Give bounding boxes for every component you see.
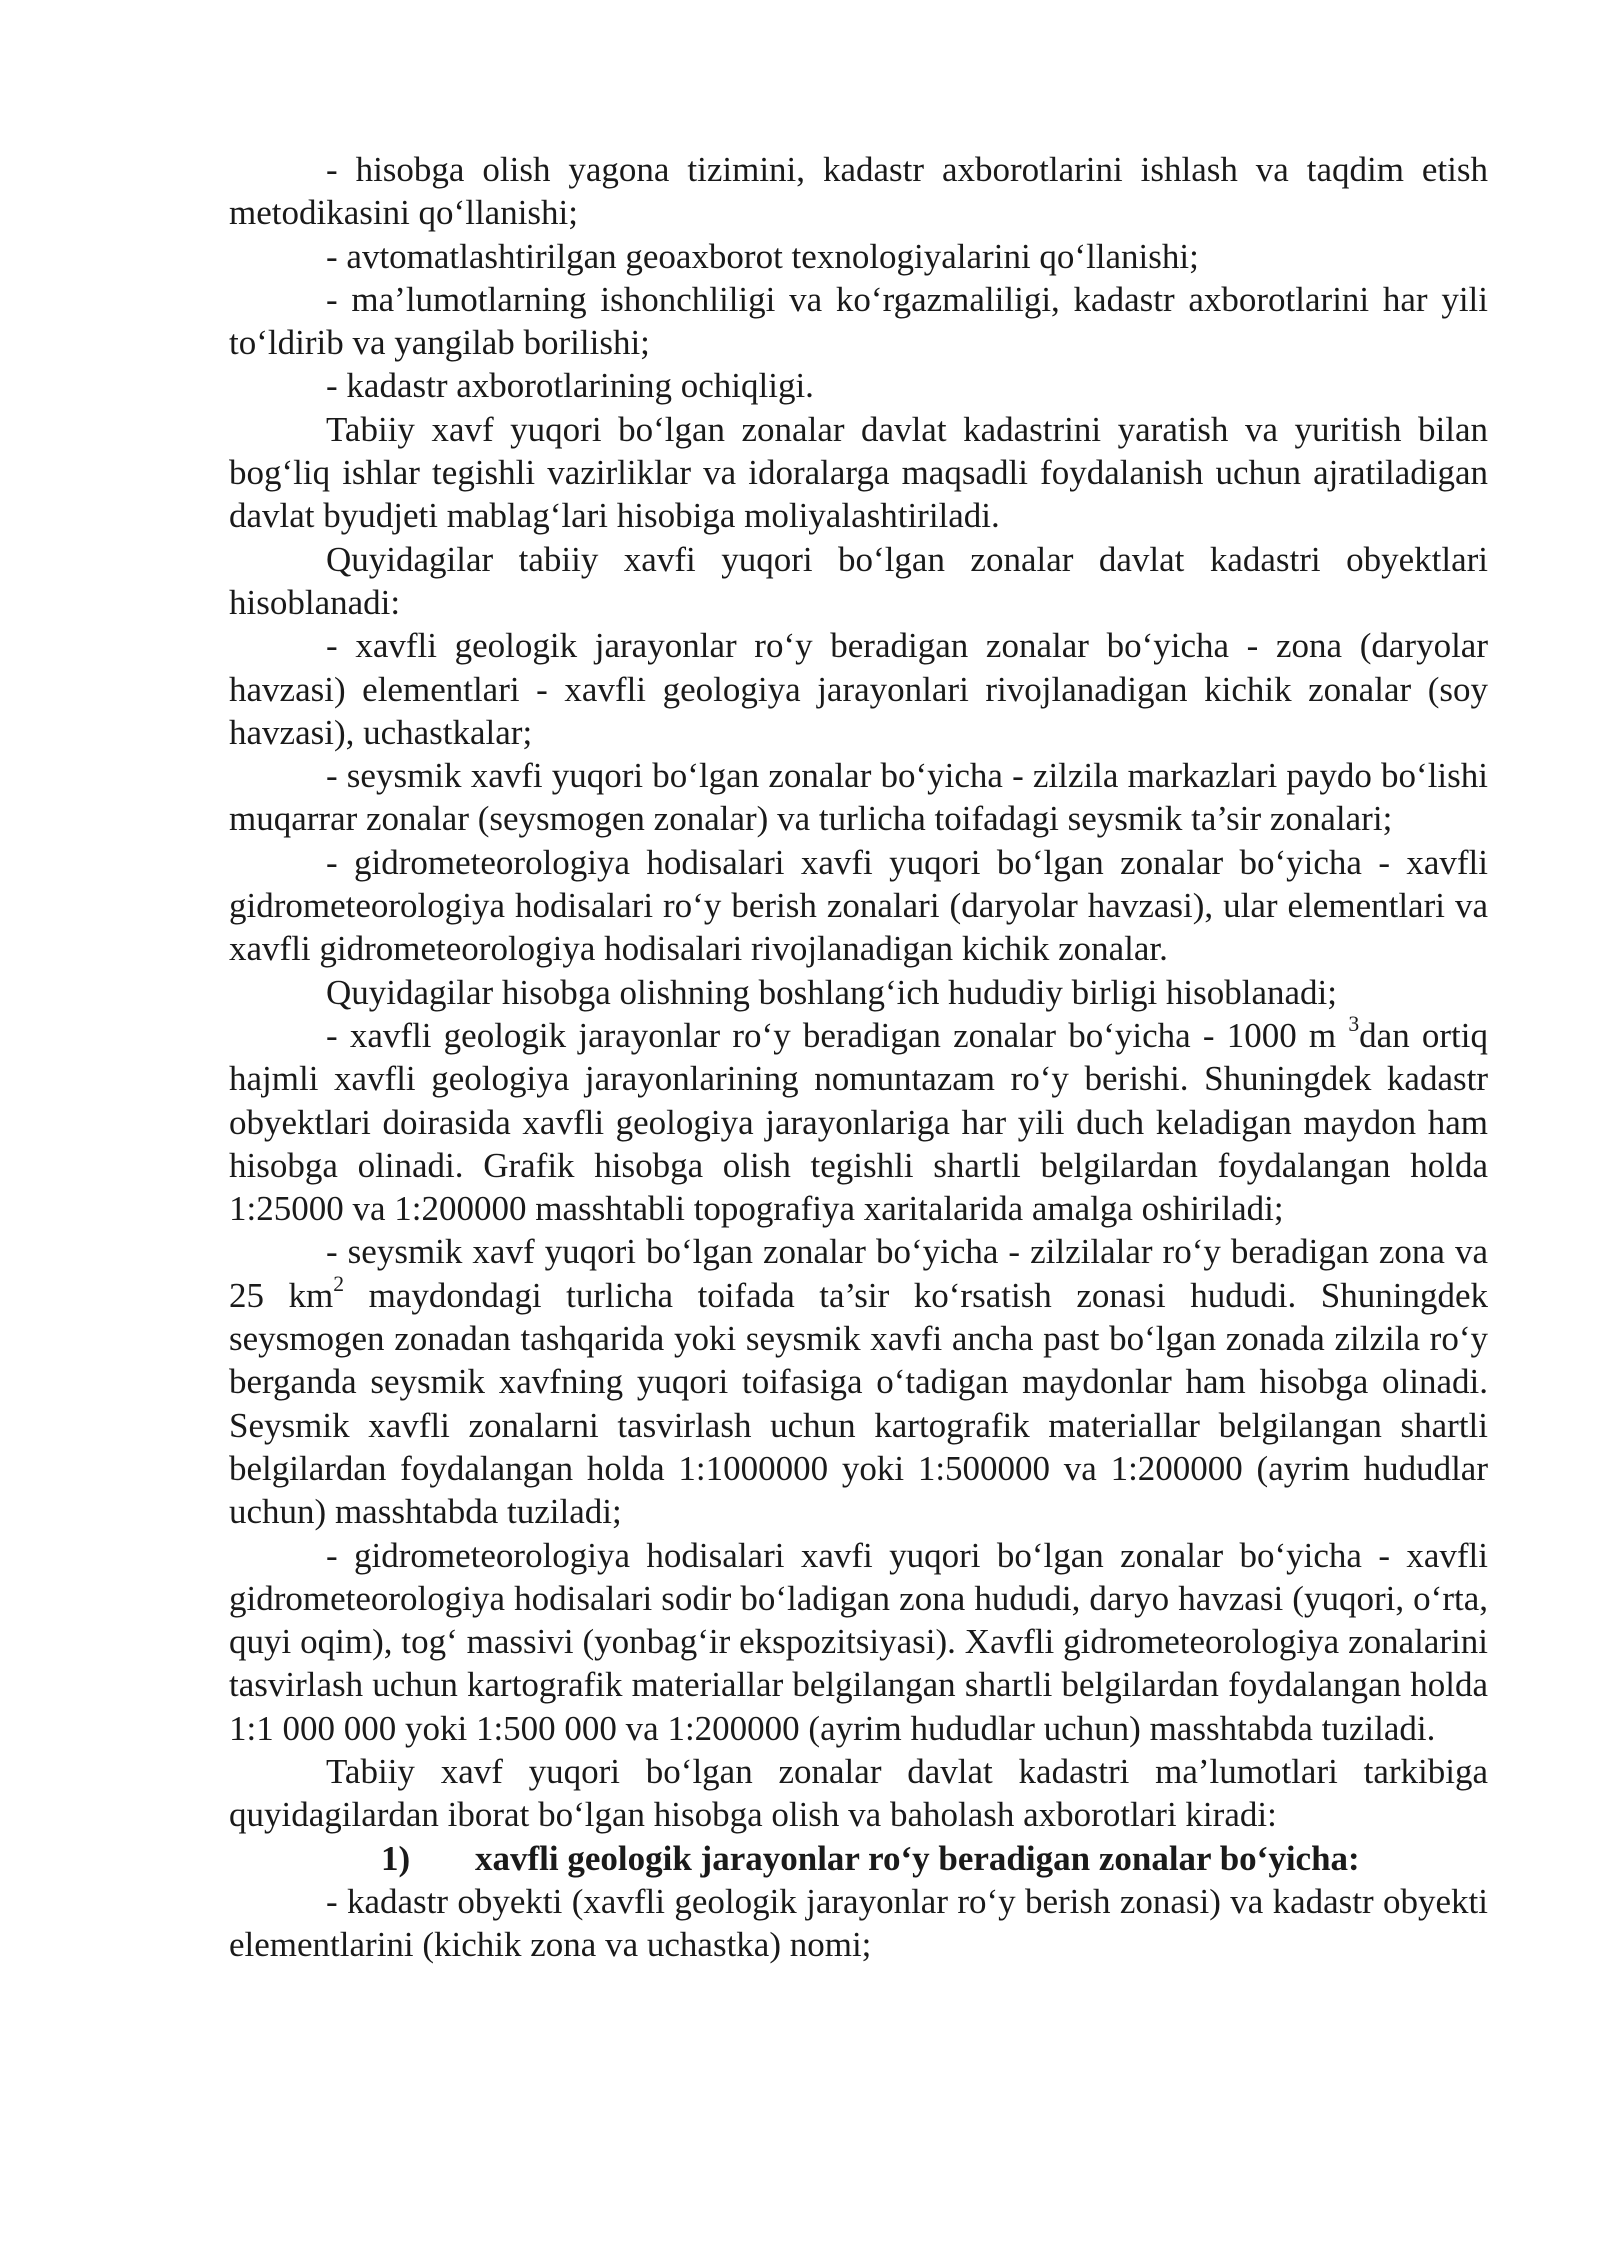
- paragraph: Quyidagilar hisobga olishning boshlang‘ich hududiy birligi hisoblanadi;: [326, 972, 1338, 1012]
- section-heading: [229, 1837, 1488, 1880]
- superscript: 2: [333, 1271, 345, 1296]
- paragraph: - kadastr axborotlarining ochiqligi.: [326, 366, 814, 406]
- paragraph: Tabiiy xavf yuqori bo‘lgan zonalar davlat kadastri ma’lumotlari tarkibiga quyidagilardan iborat bo‘lgan hisobga olish va baholash axborotlari kiradi:: [229, 1751, 1488, 1835]
- paragraph: - kadastr obyekti (xavfli geologik jarayonlar ro‘y berish zonasi) va kadastr obyekti elementlarini (kichik zona va uchastka) nomi;: [229, 1881, 1488, 1965]
- text-segment: - xavfli geologik jarayonlar ro‘y beradigan zonalar bo‘yicha - 1000 m: [326, 1015, 1349, 1055]
- paragraph: Quyidagilar tabiiy xavfi yuqori bo‘lgan zonalar davlat kadastri obyektlari hisoblanadi:: [229, 539, 1488, 622]
- paragraph-area: [229, 1230, 1488, 1533]
- paragraph: - gidrometeorologiya hodisalari xavfi yuqori bo‘lgan zonalar bo‘yicha - xavfli gidrometeorologiya hodisalari sodir bo‘ladigan zona hududi, daryo havzasi (yuqori, o‘rta, quyi oqim), tog‘ massivi (yonbag‘ir ekspozitsiyasi). Xavfli gidrometeorologiya zonalarini tasvirlash uchun kartografik materiallar belgilangan shartli belgilardan foydalangan holda 1:1 000 000 yoki 1:500 000 va 1:200000 (ayrim hududlar uchun) masshtabda tuziladi.: [229, 1535, 1488, 1748]
- text-segment: - seysmik xavf yuqori bo‘lgan zonalar bo‘yicha - zilzilalar ro‘y beradigan zona va 25 km: [229, 1232, 1488, 1315]
- paragraph: - hisobga olish yagona tizimini, kadastr axborotlarini ishlash va taqdim etish metodikasini qo‘llanishi;: [229, 150, 1488, 233]
- paragraph: - ma’lumotlarning ishonchliligi va ko‘rgazmaliligi, kadastr axborotlarini har yili to‘ldirib va yangilab borilishi;: [229, 279, 1488, 363]
- text-segment: maydondagi turlicha toifada ta’sir ko‘rsatish zonasi hududi. Shuningdek seysmogen zonadan tashqarida yoki seysmik xavfi ancha past bo‘lgan zonada zilzila ro‘y berganda seysmik xavfning yuqori toifasiga o‘tadigan maydonlar ham hisobga olinadi. Seysmik xavfli zonalarni tasvirlash uchun kartografik materiallar belgilangan shartli belgilardan foydalangan holda 1:1000000 yoki 1:500000 va 1:200000 (ayrim hududlar uchun) masshtabda tuziladi;: [229, 1275, 1488, 1532]
- document-page: [229, 148, 1488, 1966]
- text-segment: dan ortiq hajmli xavfli geologiya jarayonlarining nomuntazam ro‘y berishi. Shuningdek kadastr obyektlari doirasida xavfli geologiya jarayonlariga har yili duch keladigan maydon ham hisobga olinadi. Grafik hisobga olish tegishli shartli belgilardan foydalangan holda 1:25000 va 1:200000 masshtabli topografiya xaritalarida amalga oshiriladi;: [229, 1015, 1488, 1229]
- paragraph: - gidrometeorologiya hodisalari xavfi yuqori bo‘lgan zonalar bo‘yicha - xavfli gidrometeorologiya hodisalari ro‘y berish zonalari (daryolar havzasi), ular elementlari va xavfli gidrometeorologiya hodisalari rivojlanadigan kichik zonalar.: [229, 842, 1488, 969]
- superscript: 3: [1348, 1012, 1360, 1037]
- paragraph-volume: [229, 1014, 1488, 1230]
- heading-text: xavfli geologik jarayonlar ro‘y beradigan zonalar bo‘yicha:: [475, 1838, 1360, 1878]
- paragraph: Tabiiy xavf yuqori bo‘lgan zonalar davlat kadastrini yaratish va yuritish bilan bog‘liq ishlar tegishli vazirliklar va idoralarga maqsadli foydalanish uchun ajratiladigan davlat byudjeti mablag‘lari hisobiga moliyalashtiriladi.: [229, 409, 1488, 536]
- heading-number: 1): [381, 1838, 411, 1878]
- paragraph: - avtomatlashtirilgan geoaxborot texnologiyalarini qo‘llanishi;: [326, 236, 1199, 276]
- paragraph: - seysmik xavfi yuqori bo‘lgan zonalar bo‘yicha - zilzila markazlari paydo bo‘lishi muqarrar zonalar (seysmogen zonalar) va turlicha toifadagi seysmik ta’sir zonalari;: [229, 756, 1488, 839]
- paragraph: - xavfli geologik jarayonlar ro‘y beradigan zonalar bo‘yicha - zona (daryolar havzasi) elementlari - xavfli geologiya jarayonlari rivojlanadigan kichik zonalar (soy havzasi), uchastkalar;: [229, 626, 1488, 752]
